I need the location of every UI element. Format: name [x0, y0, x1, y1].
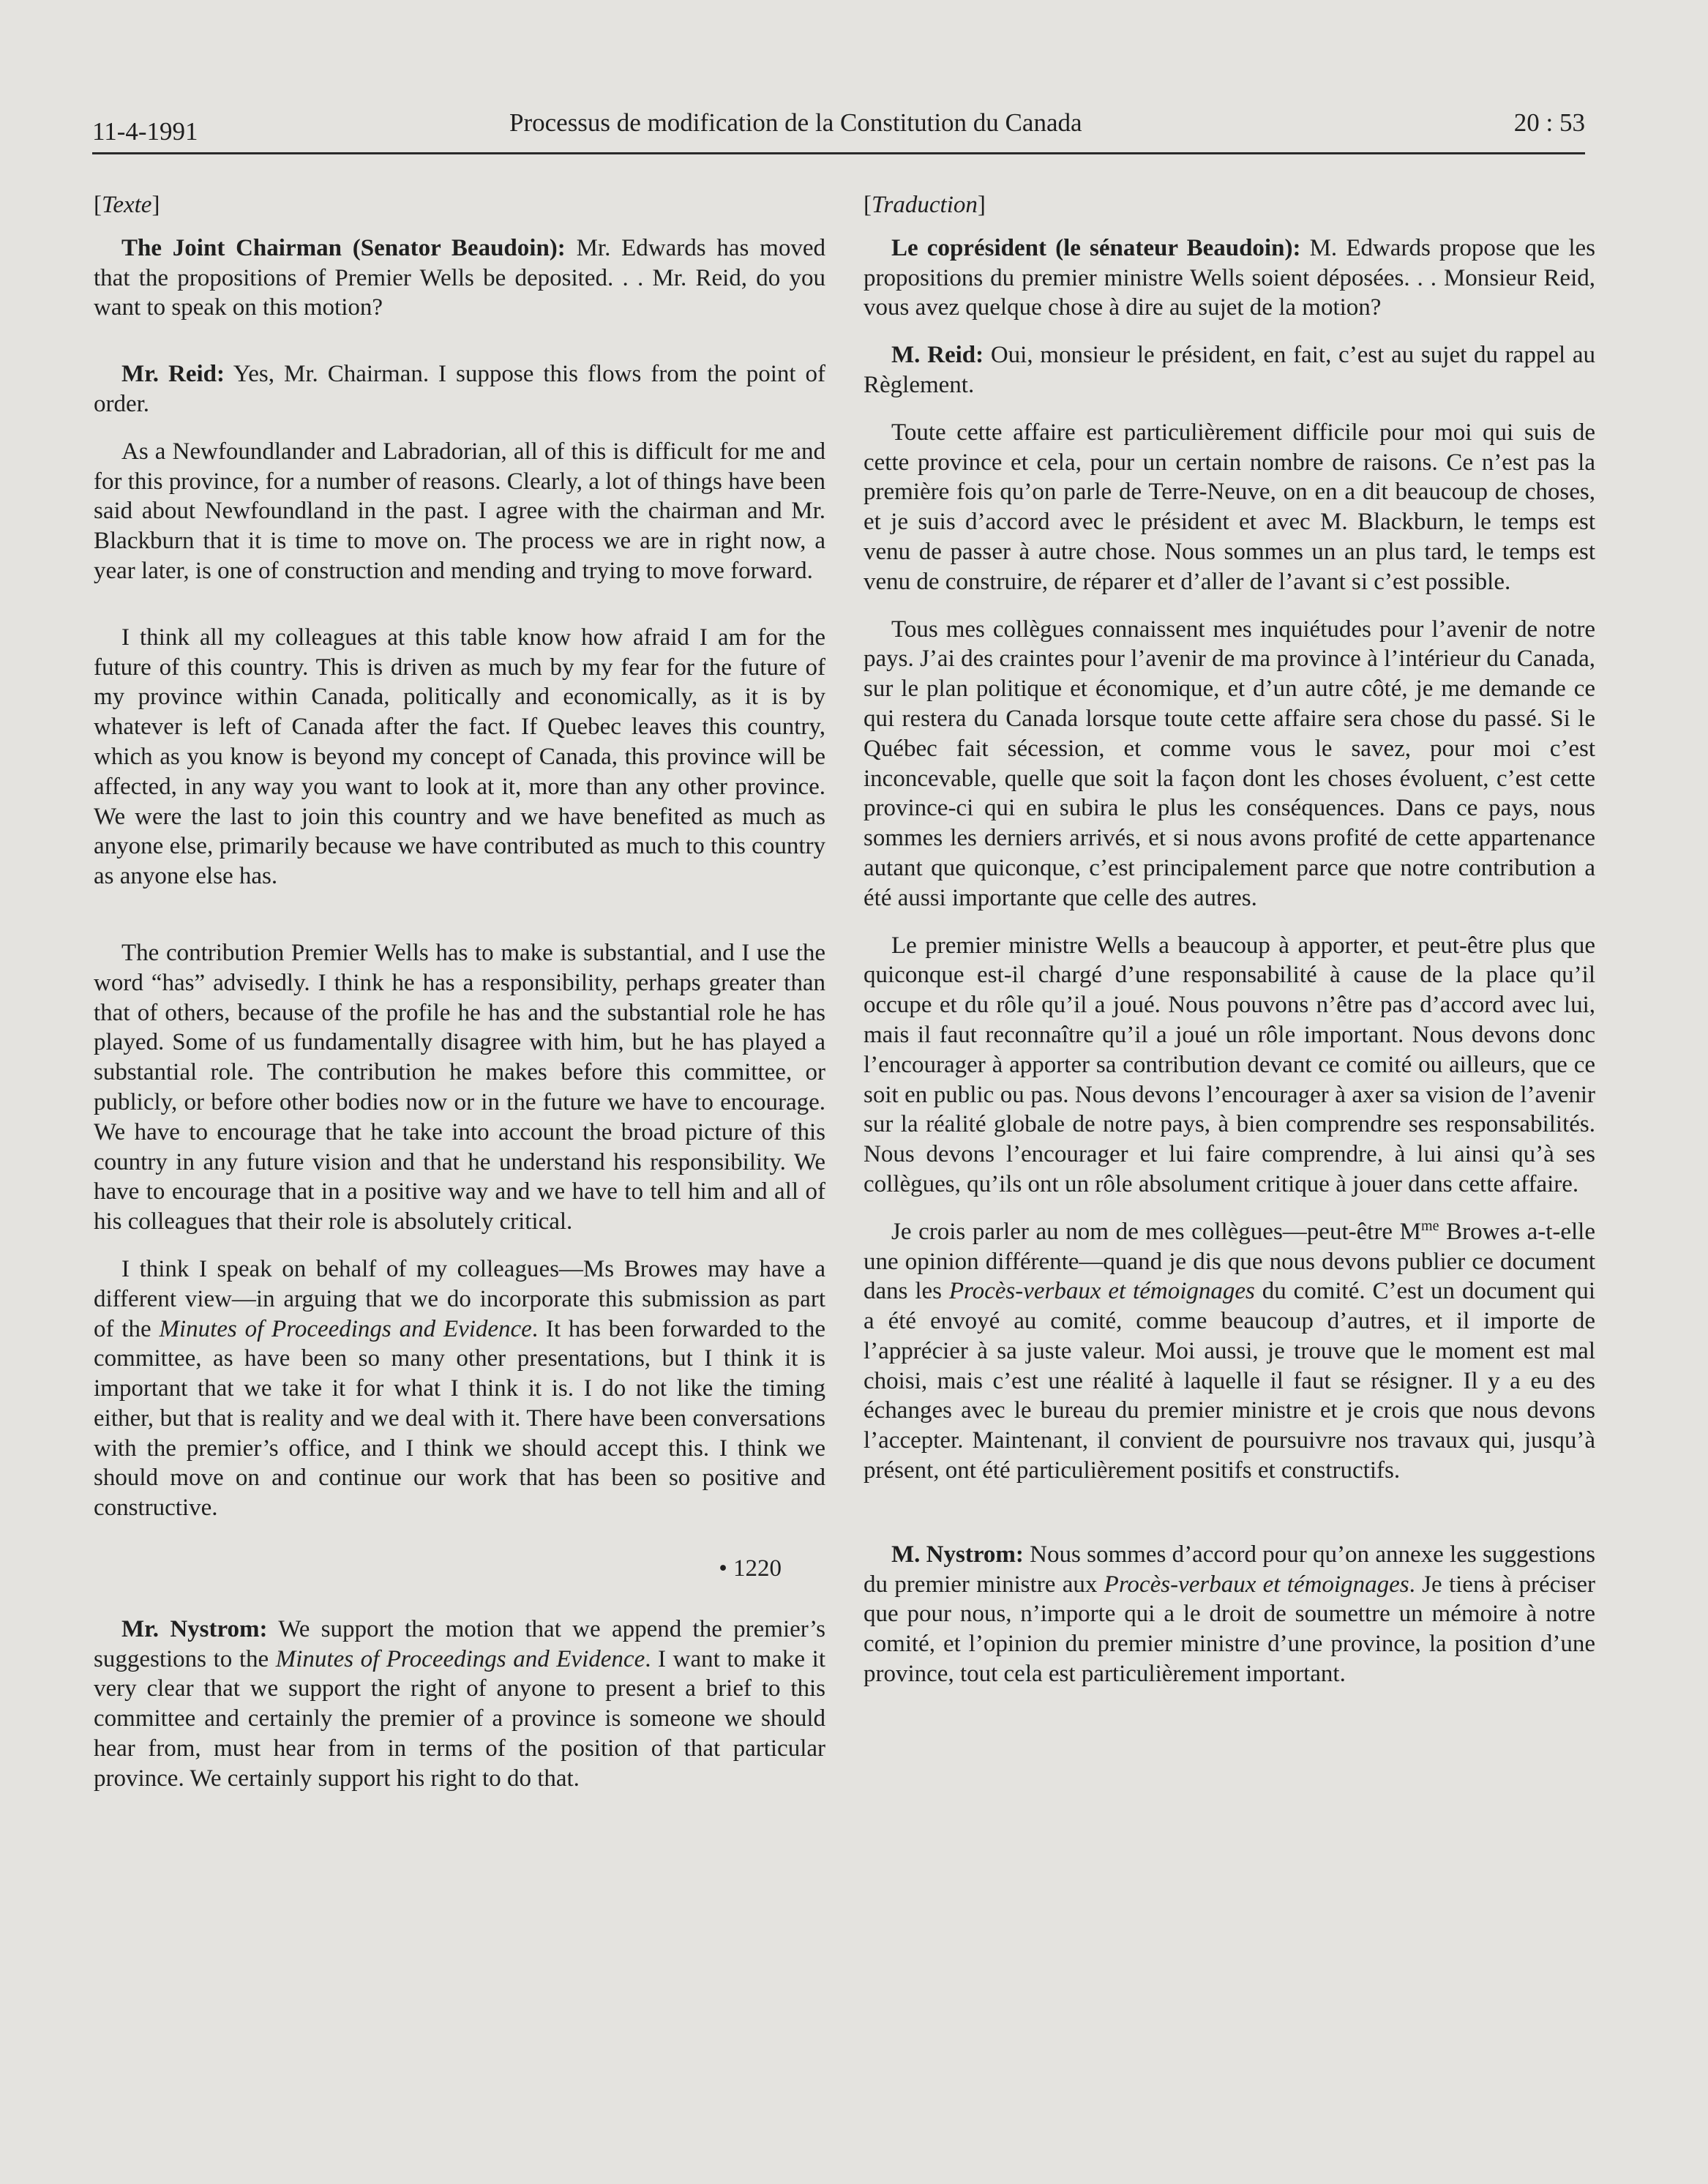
paragraph-chairman-fr: Le coprésident (le sénateur Beaudoin): M. Edwards propose que les propositions du premier ministre Wells soient déposées. . . Monsieur Reid, vous avez quelque chose à dire au sujet de la motion?	[864, 234, 1596, 321]
french-column	[864, 190, 1595, 1707]
paragraph-reid-en: Mr. Reid: Yes, Mr. Chairman. I suppose this flows from the point of order.	[94, 361, 825, 417]
paragraph-text: The contribution Premier Wells has to make is substantial, and I use the word “has” advisedly. I think he has a responsibility, perhaps greater than that of others, because of the profile he has and the substantial role he has played. Some of us fundamentally disagree with him, but he has played a substantial role. The contribution he makes before this committee, or publicly, or before other bodies now or in the future we have to encourage. We have to encourage that he take into account the broad picture of this country in any future vision and that he understand his responsibility. We have to encourage that in a positive way and we have to tell him and all of his colleagues that their role is absolutely critical.	[94, 939, 825, 1235]
paragraph-chairman-en: The Joint Chairman (Senator Beaudoin): Mr. Edwards has moved that the propositions of Premier Wells be deposited. . . Mr. Reid, do you want to speak on this motion?	[94, 234, 825, 321]
speaker-name: Mr. Reid:	[121, 361, 225, 388]
speaker-name: Mr. Nystrom:	[121, 1615, 268, 1642]
english-column	[94, 190, 825, 1811]
language-marker-en: [Texte]	[94, 192, 160, 218]
paragraph-text: As a Newfoundlander and Labradorian, all of this is difficult for me and for this province, for a number of reasons. Clearly, a lot of things have been said about Newfoundland in the past. I agree with the chairman and Mr. Blackburn that it is time to move on. The process we are in right now, a year later, is one of construction and mending and trying to move forward.	[94, 438, 825, 584]
paragraph-text: Le premier ministre Wells a beaucoup à apporter, et peut-être plus que quiconque est-il chargé d’une responsabilité à cause de la place qu’il occupe et du rôle qu’il a joué. Nous pouvons n’être pas d’accord avec lui, mais il faut reconnaître qu’il a joué un rôle important. Nous devons donc l’encourager à apporter sa contribution devant ce comité ou ailleurs, que ce soit en public ou pas. Nous devons l’encourager à axer sa vision de l’avenir sur la réalité globale de notre pays, à bien comprendre ses responsabilités. Nous devons l’encourager et lui faire comprendre, à lui ainsi qu’à ses collègues, qu’ils ont un rôle absolument critique à jouer dans cette affaire.	[864, 932, 1595, 1197]
speaker-name: M. Nystrom:	[891, 1541, 1024, 1568]
header-title: Processus de modification de la Constitution du Canada	[509, 108, 1082, 137]
paragraph-text: I think all my colleagues at this table know how afraid I am for the future of this country. This is driven as much by my fear for the future of my province within Canada, politically and economically, as it is by whatever is left of Canada after the fact. If Quebec leaves this country, which as you know is beyond my concept of Canada, this province will be affected, in any way you want to look at it, more than any other province. We were the last to join this country and we have benefited as much as anyone else, primarily because we have contributed as much to this country as anyone else has.	[94, 624, 825, 890]
paragraph-text: Tous mes collègues connaissent mes inquiétudes pour l’avenir de notre pays. J’ai des craintes pour l’avenir de ma province à l’intérieur du Canada, sur le plan politique et économique, et d’un autre côté, je me demande ce qui restera du Canada lorsque toute cette affaire sera chose du passé. Si le Québec fait sécession, et comme vous le savez, pour moi c’est inconcevable, quelle que soit la façon dont les choses évoluent, c’est cette province-ci qui en subira le plus les conséquences. Dans ce pays, nous sommes les derniers arrivés, et si nous avons profité de cette appartenance autant que quiconque, c’est principalement parce que notre contribution a été aussi importante que celle des autres.	[864, 616, 1595, 911]
paragraph-nystrom-en: Mr. Nystrom: We support the motion that we append the premier’s suggestions to the Minutes of Proceedings and Evidence. I want to make it very clear that we support the right of anyone to present a brief to this committee and certainly the premier of a province is someone we should hear from, must hear from in terms of the position of that particular province. We certainly support his right to do that.	[94, 1615, 825, 1792]
time-code: • 1220	[719, 1555, 782, 1582]
running-header	[92, 86, 1585, 154]
paragraph-text: Je crois parler au nom de mes collègues—peut-être $M^{me}$ Browes a-t-elle une opinion différente—quand je dis que nous devons publier ce document dans les Procès-verbaux et témoignages du comité. C’est un document qui a été envoyé au comité, comme beaucoup d’autres, et il importe de l’apprécier à sa juste valeur. Moi aussi, je trouve que le moment est mal choisi, mais c’est une réalité à laquelle il faut se résigner. Il y a eu des échanges avec le bureau du premier ministre et je crois que nous devons l’accepter. Maintenant, il convient de poursuivre nos travaux qui, jusqu’à présent, ont été particulièrement positifs et constructifs.	[864, 1217, 1595, 1484]
header-date: 11-4-1991	[92, 117, 198, 146]
paragraph-nystrom-fr: M. Nystrom: Nous sommes d’accord pour qu’on annexe les suggestions du premier ministre aux Procès-verbaux et témoignages. Je tiens à préciser que pour nous, n’importe qui a le droit de soumettre un mémoire à notre comité, et l’opinion du premier ministre d’une province, la position d’une province, tout cela est particulièrement important.	[864, 1541, 1595, 1688]
paragraph-text: Toute cette affaire est particulièrement difficile pour moi qui suis de cette province et cela, pour un certain nombre de raisons. Ce n’est pas la première fois qu’on parle de Terre-Neuve, on en a dit beaucoup de choses, et je suis d’accord avec le président et avec M. Blackburn, le temps est venu de passer à autre chose. Nous sommes un an plus tard, le temps est venu de construire, de réparer et d’aller de l’avant si c’est possible.	[864, 419, 1595, 595]
header-page-number: 20 : 53	[1513, 108, 1585, 137]
paragraph-reid-fr: M. Reid: Oui, monsieur le président, en fait, c’est au sujet du rappel au Règlement.	[864, 342, 1595, 398]
speaker-name: M. Reid:	[891, 342, 984, 369]
speaker-name: The Joint Chairman (Senator Beaudoin):	[121, 234, 566, 261]
speaker-name: Le coprésident (le sénateur Beaudoin):	[891, 234, 1301, 261]
language-marker-fr: [Traduction]	[864, 192, 986, 218]
paragraph-text: I think I speak on behalf of my colleagues—Ms Browes may have a different view—in arguing that we do incorporate this submission as part of the Minutes of Proceedings and Evidence. It has been forwarded to the committee, as have been so many other presentations, but I think it is important that we take it for what I think it is. I do not like the timing either, but that is reality and we deal with it. There have been conversations with the premier’s office, and I think we should accept this. I think we should move on and continue our work that has been so positive and constructive.	[94, 1255, 825, 1522]
